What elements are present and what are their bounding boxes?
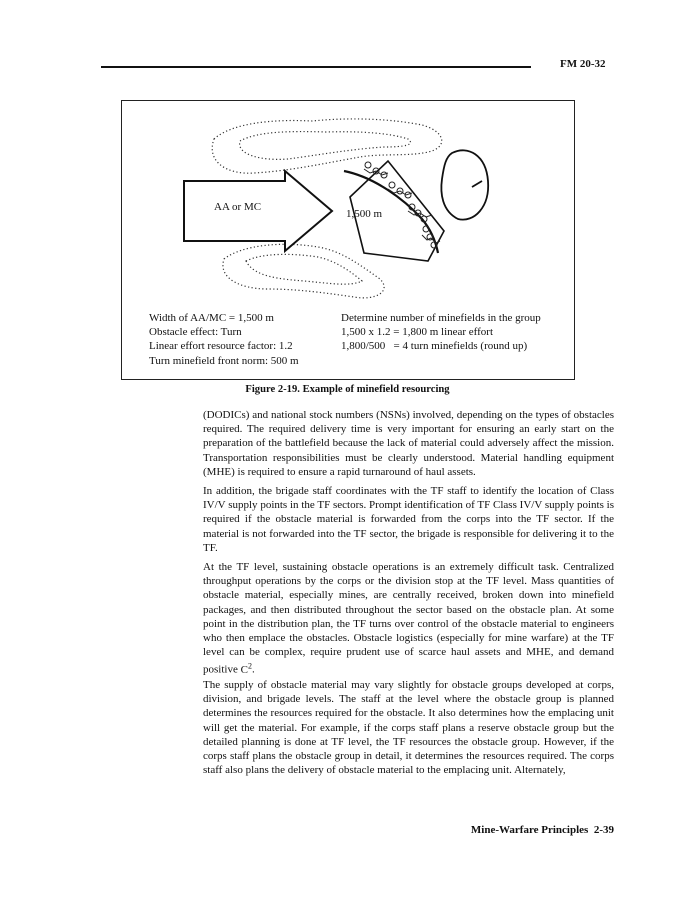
terrain-feature-right — [441, 150, 488, 219]
header-rule — [101, 66, 531, 68]
terrain-contour-lower-outer — [223, 244, 384, 298]
computation-result: 1,800/500 = 4 turn minefields (round up) — [341, 340, 528, 353]
c2-superscript: 2 — [247, 661, 252, 671]
width-label: 1,500 m — [346, 208, 383, 220]
computation-list — [341, 311, 541, 354]
computation-effort: 1,500 x 1.2 = 1,800 m linear effort — [341, 326, 494, 339]
header-title: FM 20-32 — [560, 58, 606, 70]
computation-heading: Determine number of minefields in the group — [341, 312, 541, 324]
paragraph-4: The supply of obstacle material may vary slightly for obstacle groups developed at corps, division, and brigade levels. The staff at the level where the obstacle group is planned determines the resources required for the obstacle. It also determines how the emplacing unit will get the material. For example, if the corps staff plans a reserve obstacle group but the detailed planning is done at TF level, the TF resources the obstacle group. However, if the corps staff plans the obstacle group in detail, it determines the resources required. The corps staff also plans the delivery of obstacle material to the emplacing unit. Alternately, — [203, 679, 614, 777]
figure-caption: Figure 2-19. Example of minefield resourcing — [245, 384, 450, 395]
paragraph-2: In addition, the brigade staff coordinates with the TF staff to identify the location of Class IV/V supply points in the TF sectors. Prompt identification of TF Class IV/V supply points is required if the obstacle material is forwarded from the corps into the TF sector. If the material is not forwarded into the TF sector, the brigade is responsible for delivering it to the TF. — [203, 485, 614, 554]
given-width: Width of AA/MC = 1,500 m — [149, 312, 274, 324]
figure-frame — [121, 100, 575, 380]
paragraph-1: (DODICs) and national stock numbers (NSNs) involved, depending on the types of obstacles required. The required delivery time is very important for ensuring an early start on the preparation of the battlefield because the lack of material could adversely affect the mission. Transportation responsibilities must be clearly understood. Material handling equipment (MHE) is required to ensure a rapid turnaround of haul assets. — [203, 409, 614, 478]
terrain-contour-lower-inner — [246, 254, 362, 284]
avenue-label: AA or MC — [214, 201, 262, 213]
footer-page-label: Mine-Warfare Principles 2-39 — [470, 824, 614, 836]
paragraph-3-text: At the TF level, sustaining obstacle operations is an extremely difficult task. Centralized throughput operations by the corps or the division stop at the TF level. Mass quantities of obstacle material, especially mines, are centrally received, broken down into minefield packages, and then distributed throughout the sector based on the obstacle plan. At some point in the distribution plan, the TF turns over control of the obstacle material to engineers who then emplace the obstacles. Obstacle logistics (especially for mine warfare) at the TF level can be complex, require prudent use of scarce haul assets and MHE, and demand positive — [203, 561, 614, 677]
given-norm: Turn minefield front norm: 500 m — [149, 354, 299, 367]
c2-symbol: $C^2$ — [240, 661, 252, 677]
paragraph-3: At the TF level, sustaining obstacle operations is an extremely difficult task. Centralized throughput operations by the corps or the division stop at the TF level. Mass quantities of obstacle material, especially mines, are centrally received, broken down into minefield packages, and then distributed throughout the sector based on the obstacle plan. At some point in the distribution plan, the TF turns over control of the obstacle material to engineers who then emplace the obstacles. Obstacle logistics (especially for mine warfare) at the TF level can be complex, require prudent use of scarce haul assets and MHE, and demand positive $C^2$. — [203, 561, 614, 677]
given-effect: Obstacle effect: Turn — [149, 326, 242, 339]
terrain-contour-upper-outer — [212, 119, 442, 173]
given-factor: Linear effort resource factor: 1.2 — [149, 340, 293, 353]
terrain-contour-upper-inner — [240, 132, 411, 160]
given-list — [149, 311, 299, 368]
